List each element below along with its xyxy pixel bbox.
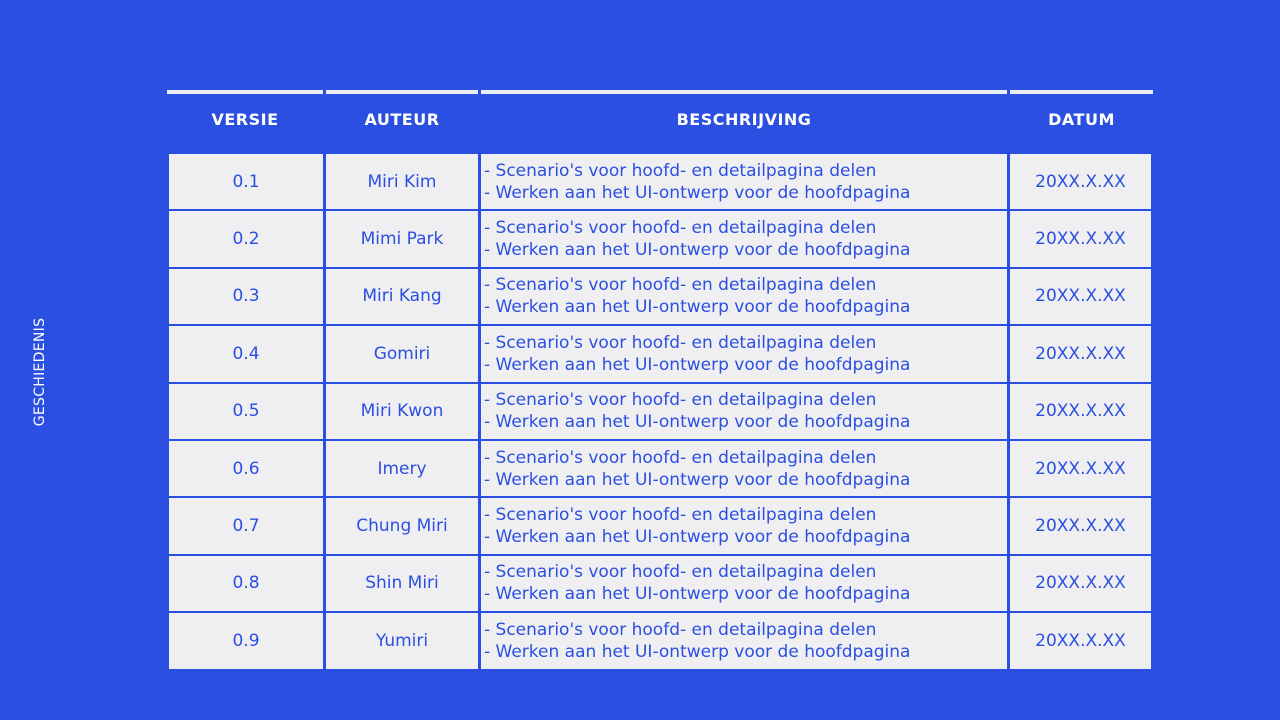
description-line: - Scenario's voor hoofd- en detailpagina delen xyxy=(484,275,877,296)
description-line: - Scenario's voor hoofd- en detailpagina delen xyxy=(484,505,877,526)
description-column xyxy=(481,90,1007,669)
description-cell xyxy=(481,498,1007,553)
description-cell xyxy=(481,384,1007,439)
description-cell xyxy=(481,269,1007,324)
header-date: DATUM xyxy=(1010,90,1153,152)
date-cell: 20XX.X.XX xyxy=(1010,211,1151,266)
description-line: - Werken aan het UI-ontwerp voor de hoofdpagina xyxy=(484,641,911,662)
description-line: - Werken aan het UI-ontwerp voor de hoofdpagina xyxy=(484,297,911,318)
author-column xyxy=(326,90,478,669)
description-line: - Werken aan het UI-ontwerp voor de hoofdpagina xyxy=(484,584,911,605)
description-line: - Scenario's voor hoofd- en detailpagina delen xyxy=(484,218,877,239)
description-line: - Scenario's voor hoofd- en detailpagina delen xyxy=(484,390,877,411)
date-cell: 20XX.X.XX xyxy=(1010,384,1151,439)
version-cell: 0.9 xyxy=(169,613,323,668)
description-line: - Scenario's voor hoofd- en detailpagina delen xyxy=(484,447,877,468)
version-cell: 0.5 xyxy=(169,384,323,439)
description-line: - Werken aan het UI-ontwerp voor de hoofdpagina xyxy=(484,412,911,433)
description-cell xyxy=(481,441,1007,496)
author-cell: Shin Miri xyxy=(326,556,478,611)
date-cell: 20XX.X.XX xyxy=(1010,498,1151,553)
author-cell: Miri Kang xyxy=(326,269,478,324)
version-cell: 0.7 xyxy=(169,498,323,553)
date-cell: 20XX.X.XX xyxy=(1010,613,1151,668)
description-cell xyxy=(481,326,1007,381)
version-cell: 0.3 xyxy=(169,269,323,324)
version-cell: 0.4 xyxy=(169,326,323,381)
author-cell: Chung Miri xyxy=(326,498,478,553)
description-line: - Scenario's voor hoofd- en detailpagina delen xyxy=(484,160,877,181)
author-cell: Mimi Park xyxy=(326,211,478,266)
description-line: - Werken aan het UI-ontwerp voor de hoofdpagina xyxy=(484,469,911,490)
version-cell: 0.2 xyxy=(169,211,323,266)
version-cell: 0.8 xyxy=(169,556,323,611)
description-line: - Werken aan het UI-ontwerp voor de hoofdpagina xyxy=(484,354,911,375)
description-line: - Scenario's voor hoofd- en detailpagina delen xyxy=(484,332,877,353)
author-cell: Miri Kim xyxy=(326,154,478,209)
author-cell: Gomiri xyxy=(326,326,478,381)
date-cell: 20XX.X.XX xyxy=(1010,326,1151,381)
version-column xyxy=(167,90,323,669)
description-cell xyxy=(481,154,1007,209)
date-cell: 20XX.X.XX xyxy=(1010,441,1151,496)
description-line: - Werken aan het UI-ontwerp voor de hoofdpagina xyxy=(484,240,911,261)
header-description: BESCHRIJVING xyxy=(481,90,1007,152)
description-cell xyxy=(481,613,1007,668)
version-cell: 0.6 xyxy=(169,441,323,496)
description-cell xyxy=(481,211,1007,266)
date-cell: 20XX.X.XX xyxy=(1010,556,1151,611)
description-line: - Werken aan het UI-ontwerp voor de hoofdpagina xyxy=(484,527,911,548)
side-label: GESCHIEDENIS xyxy=(32,317,48,427)
description-cell xyxy=(481,556,1007,611)
header-version: VERSIE xyxy=(167,90,323,152)
description-line: - Scenario's voor hoofd- en detailpagina delen xyxy=(484,619,877,640)
date-cell: 20XX.X.XX xyxy=(1010,269,1151,324)
description-line: - Werken aan het UI-ontwerp voor de hoofdpagina xyxy=(484,182,911,203)
header-author: AUTEUR xyxy=(326,90,478,152)
author-cell: Imery xyxy=(326,441,478,496)
author-cell: Yumiri xyxy=(326,613,478,668)
version-cell: 0.1 xyxy=(169,154,323,209)
author-cell: Miri Kwon xyxy=(326,384,478,439)
description-line: - Scenario's voor hoofd- en detailpagina delen xyxy=(484,562,877,583)
date-column xyxy=(1010,90,1153,669)
date-cell: 20XX.X.XX xyxy=(1010,154,1151,209)
